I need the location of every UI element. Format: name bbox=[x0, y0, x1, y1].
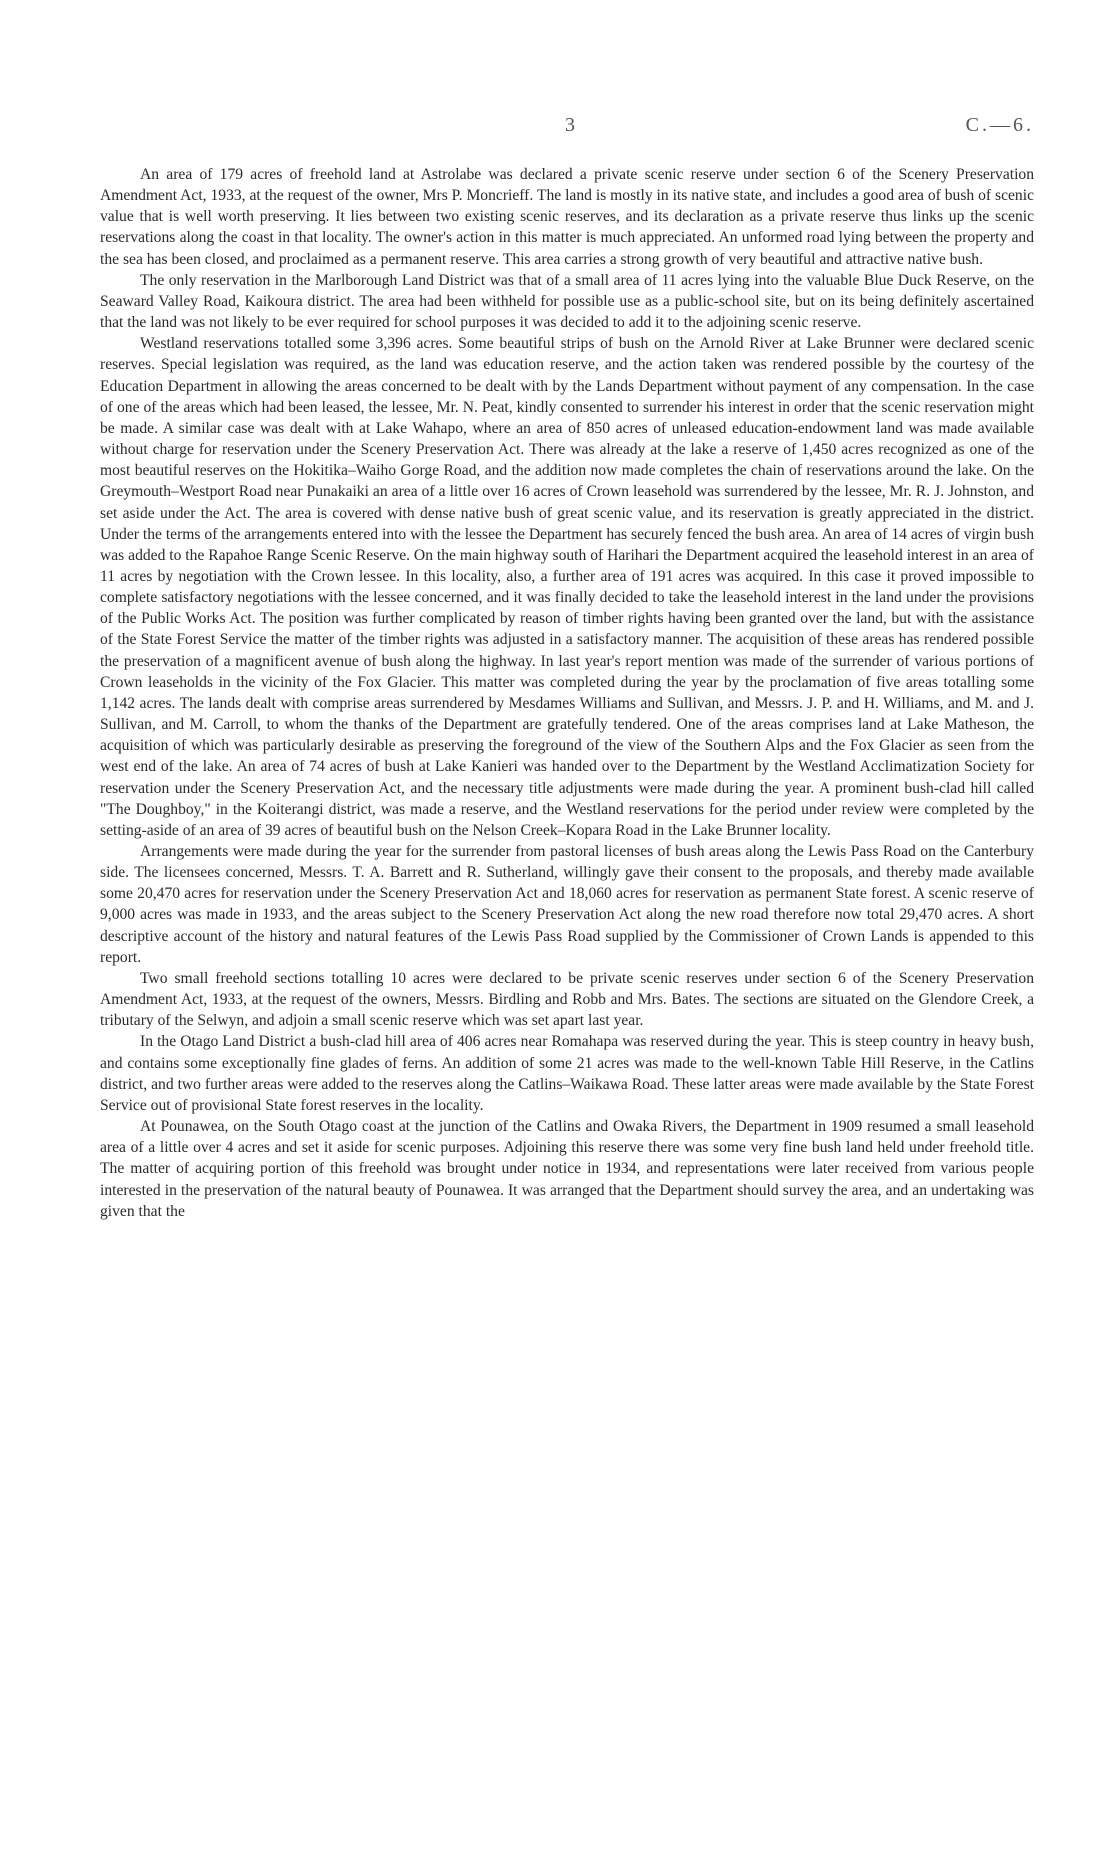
paragraph-glendore: Two small freehold sections totalling 10 acres were declared to be private scenic reserves under section 6 of the Scenery Preservation Amendment Act, 1933, at the request of the owners, Messrs. Birdling and Robb and Mrs. Bates. The sections are situated on the Glendore Creek, a tributary of the Selwyn, and adjoin a small scenic reserve which was set apart last year. bbox=[100, 969, 1034, 1030]
paragraph-pounawea: At Pounawea, on the South Otago coast at the junction of the Catlins and Owaka Rivers, the Department in 1909 resumed a small leasehold area of a little over 4 acres and set it aside for scenic purposes. Adjoining this reserve there was some very fine bush land held under freehold title. The matter of acquiring portion of this freehold was brought under notice in 1934, and representations were later received from various people interested in the preservation of the natural beauty of Pounawea. It was arranged that the Department should survey the area, and an undertaking was given that the bbox=[100, 1118, 1034, 1220]
paragraph-westland: Westland reservations totalled some 3,396 acres. Some beautiful strips of bush on the Arnold River at Lake Brunner were declared scenic reserves. Special legislation was required, as the land was education reserve, and the action taken was rendered possible by the courtesy of the Education Department in allowing the areas concerned to be dealt with by the Lands Department without payment of any compensation. In the case of one of the areas which had been leased, the lessee, Mr. N. Peat, kindly consented to surrender his interest in order that the scenic reservation might be made. A similar case was dealt with at Lake Wahapo, where an area of 850 acres of unleased education-endowment land was made available without charge for reservation under the Scenery Preservation Act. There was already at the lake a reserve of 1,450 acres recognized as one of the most beautiful reserves on the Hokitika–Waiho Gorge Road, and the addition now made completes the chain of reservations around the lake. On the Greymouth–Westport Road near Punakaiki an area of a little over 16 acres of Crown leasehold was surrendered by the lessee, Mr. R. J. Johnston, and set aside under the Act. The area is covered with dense native bush of great scenic value, and its reservation is greatly appreciated in the district. Under the terms of the arrangements entered into with the lessee the Department has securely fenced the bush area. An area of 14 acres of virgin bush was added to the Rapahoe Range Scenic Reserve. On the main highway south of Harihari the Department acquired the leasehold interest in an area of 11 acres by negotiation with the Crown lessee. In this locality, also, a further area of 191 acres was acquired. In this case it proved impossible to complete satisfactory negotiations with the lessee concerned, and it was finally decided to take the leasehold interest in the land under the provisions of the Public Works Act. The position was further complicated by reason of timber rights having been granted over the land, but with the assistance of the State Forest Service the matter of the timber rights was adjusted in a satisfactory manner. The acquisition of these areas has rendered possible the preservation of a magnificent avenue of bush along the highway. In last year's report mention was made of the surrender of various portions of Crown leaseholds in the vicinity of the Fox Glacier. This matter was completed during the year by the proclamation of five areas totalling some 1,142 acres. The lands dealt with comprise areas surrendered by Mesdames Williams and Sullivan, and Messrs. J. P. and H. Williams, and M. and J. Sullivan, and M. Carroll, to whom the thanks of the Department are gratefully tendered. One of the areas comprises land at Lake Matheson, the acquisition of which was particularly desirable as preserving the foreground of the view of the Southern Alps and the Fox Glacier as seen from the west end of the lake. An area of 74 acres of bush at Lake Kanieri was handed over to the Department by the Westland Acclimatization Society for reservation under the Scenery Preservation Act, and the necessary title adjustments were made during the year. A prominent bush-clad hill called "The Doughboy," in the Koiterangi district, was made a reserve, and the Westland reservations for the period under review were completed by the setting-aside of an area of 39 acres of beautiful bush on the Nelson Creek–Kopara Road in the Lake Brunner locality. bbox=[100, 335, 1034, 839]
paragraph-otago: In the Otago Land District a bush-clad hill area of 406 acres near Romahapa was reserved during the year. This is steep country in heavy bush, and contains some exceptionally fine glades of ferns. An addition of some 21 acres was made to the well-known Table Hill Reserve, in the Catlins district, and two further areas were added to the reserves along the Catlins–Waikawa Road. These latter areas were made available by the State Forest Service out of provisional State forest reserves in the locality. bbox=[100, 1033, 1034, 1114]
body-text bbox=[100, 164, 1034, 1222]
paragraph-marlborough: The only reservation in the Marlborough Land District was that of a small area of 11 acres lying into the valuable Blue Duck Reserve, on the Seaward Valley Road, Kaikoura district. The area had been withheld for possible use as a public-school site, but on its being definitely ascertained that the land was not likely to be ever required for school purposes it was decided to add it to the adjoining scenic reserve. bbox=[100, 271, 1034, 332]
page-header bbox=[100, 114, 1034, 144]
page-number: 3 bbox=[565, 114, 575, 136]
paragraph-astrolabe: An area of 179 acres of freehold land at Astrolabe was declared a private scenic reserve under section 6 of the Scenery Preservation Amendment Act, 1933, at the request of the owner, Mrs P. Moncrieff. The land is mostly in its native state, and includes a good area of bush of scenic value that is well worth preserving. It lies between two existing scenic reserves, and its declaration as a private reserve thus links up the scenic reservations along the coast in that locality. The owner's action in this matter is much appreciated. An unformed road lying between the property and the sea has been closed, and proclaimed as a permanent reserve. This area carries a strong growth of very beautiful and attractive native bush. bbox=[100, 166, 1034, 268]
document-code: C.—6. bbox=[965, 114, 1034, 136]
paragraph-lewis-pass: Arrangements were made during the year for the surrender from pastoral licenses of bush areas along the Lewis Pass Road on the Canterbury side. The licensees concerned, Messrs. T. A. Barrett and R. Sutherland, willingly gave their consent to the proposals, and thereby made available some 20,470 acres for reservation under the Scenery Preservation Act and 18,060 acres for reservation as permanent State forest. A scenic reserve of 9,000 acres was made in 1933, and the areas subject to the Scenery Preservation Act along the new road therefore now total 29,470 acres. A short descriptive account of the history and natural features of the Lewis Pass Road supplied by the Commissioner of Crown Lands is appended to this report. bbox=[100, 843, 1034, 966]
